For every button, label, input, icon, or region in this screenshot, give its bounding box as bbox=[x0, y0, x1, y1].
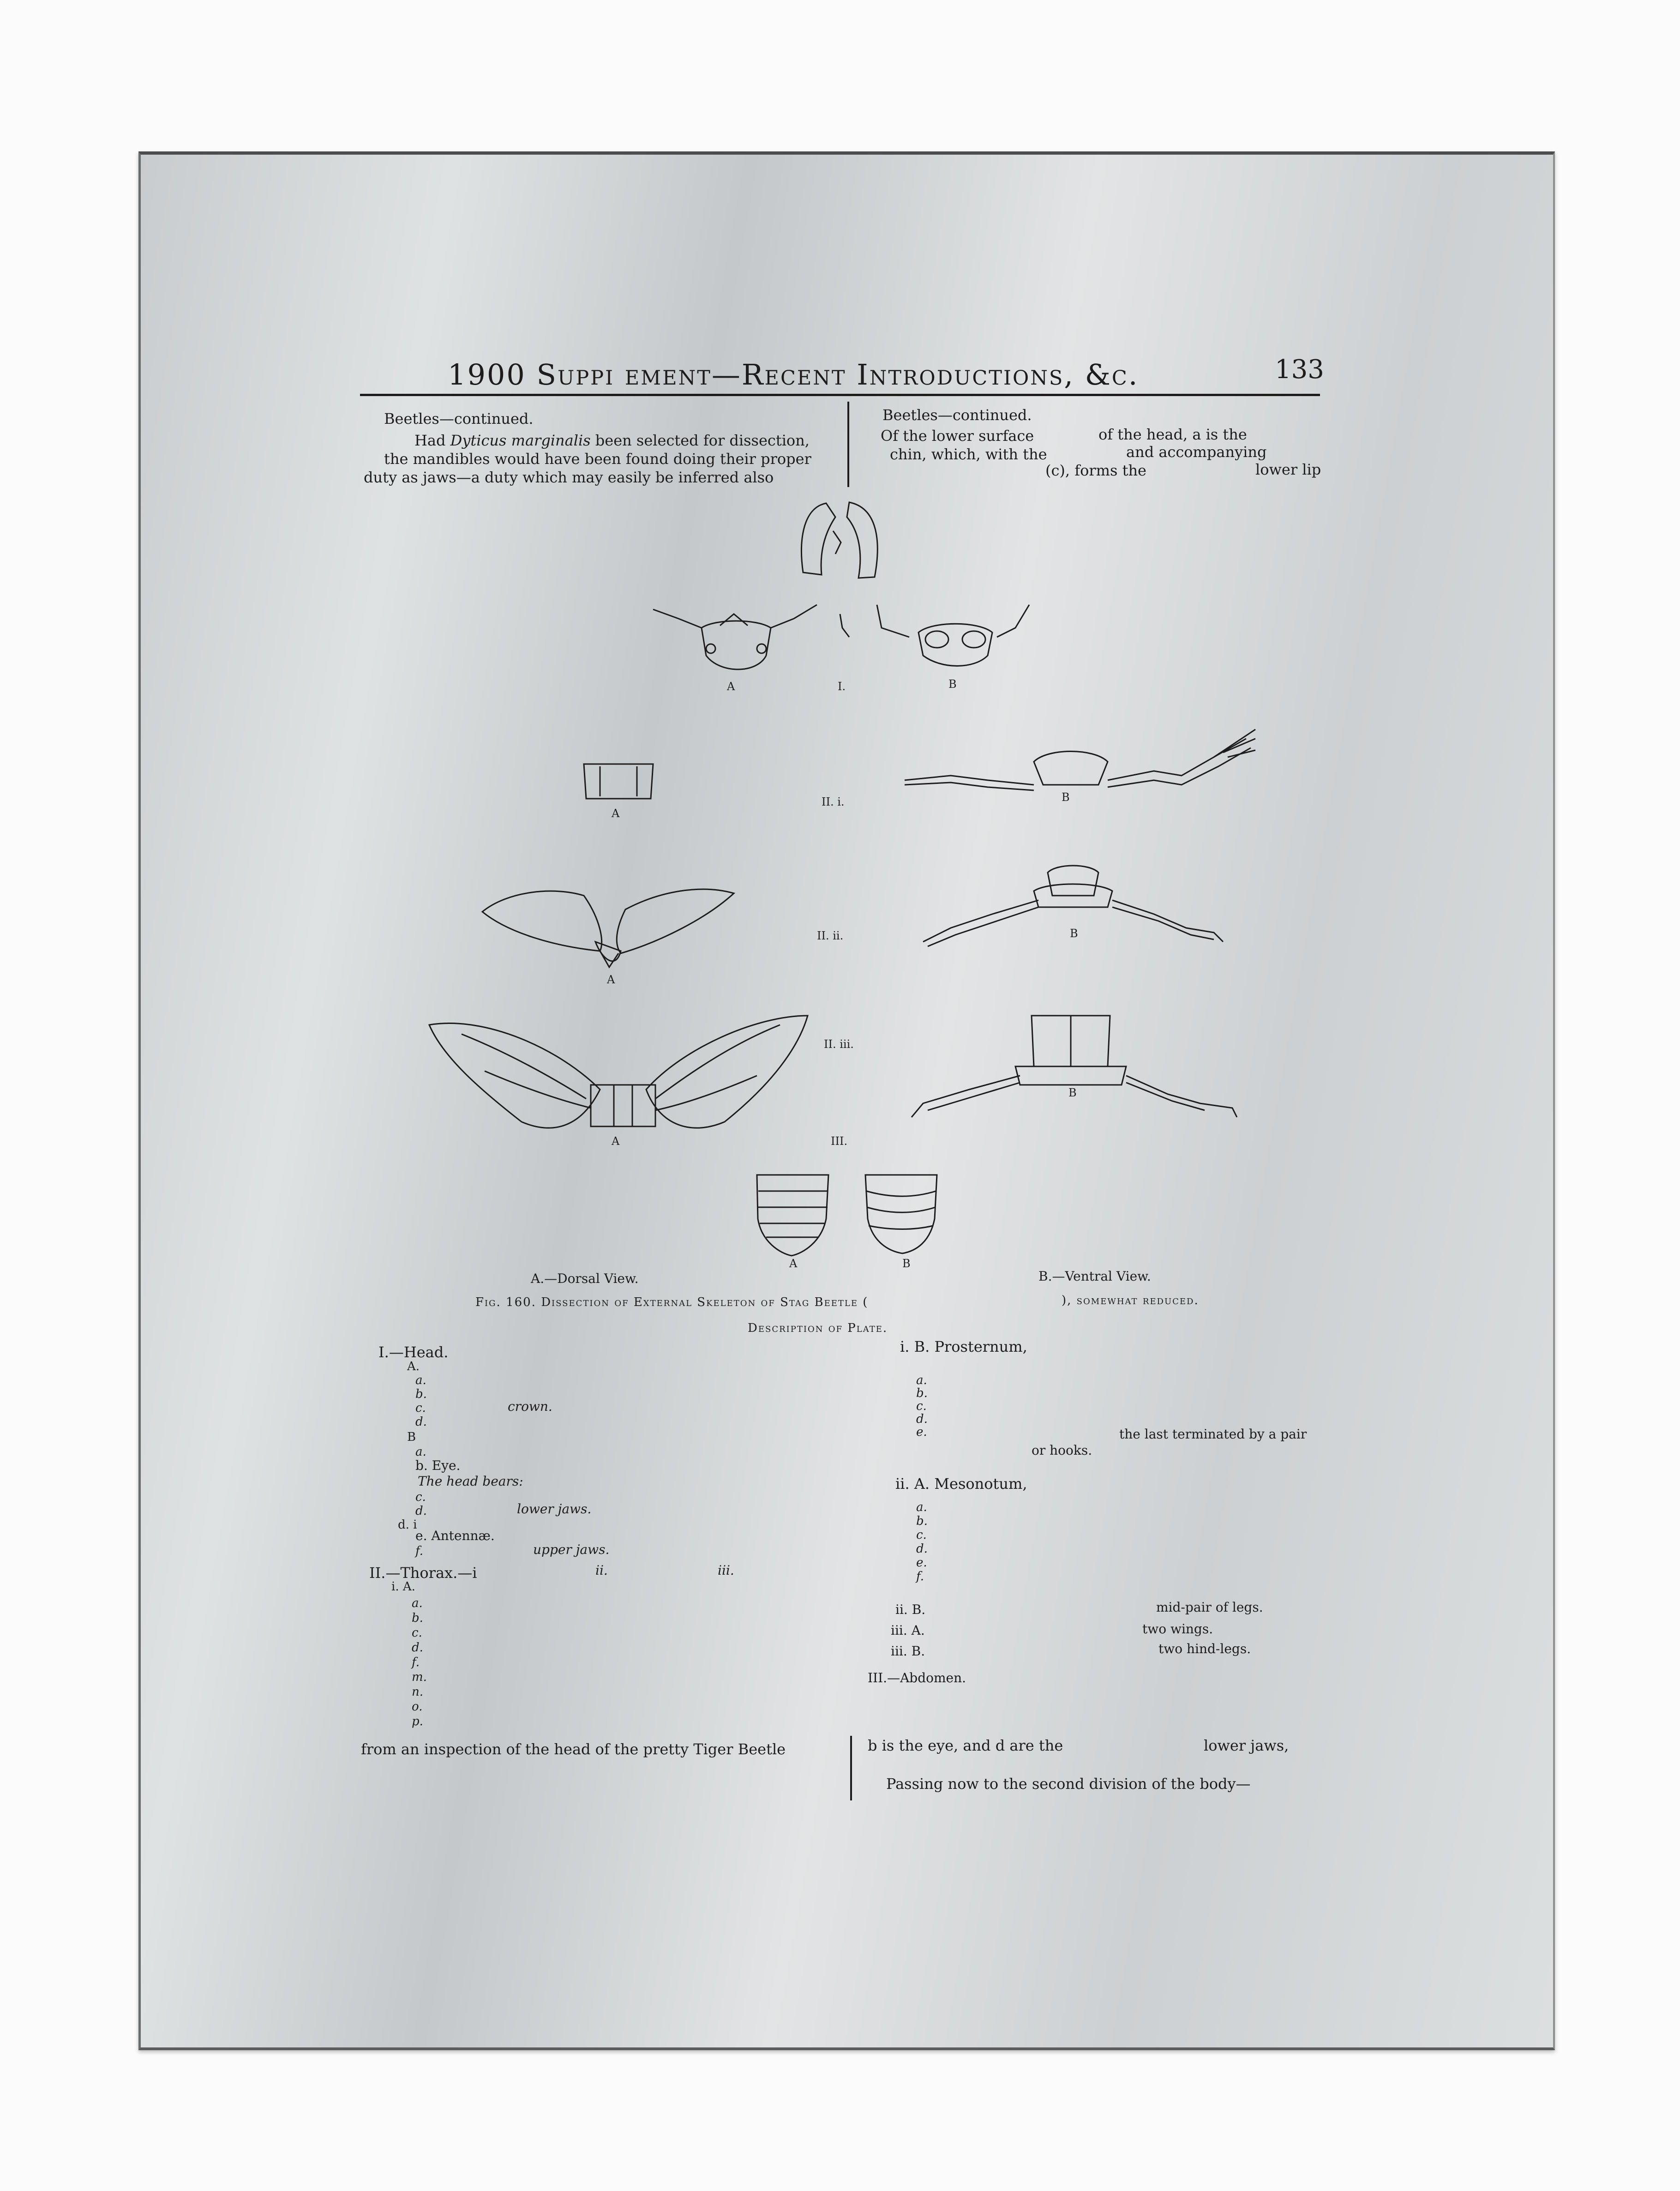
label-row1: I. bbox=[838, 680, 846, 693]
page-title: 1900 Suppi ement—Recent Introductions, &c. bbox=[448, 358, 1139, 391]
legend-left-0: I.—Head. bbox=[378, 1343, 449, 1361]
abdomen-dorsal-drawing bbox=[757, 1175, 828, 1256]
caption-ventral: B.—Ventral View. bbox=[1038, 1269, 1151, 1284]
legend-right-10: b. bbox=[916, 1514, 928, 1528]
legend-left-22: a. bbox=[412, 1596, 423, 1610]
label-row1-b: B bbox=[948, 678, 957, 691]
footer-left-line: from an inspection of the head of the pretty Tiger Beetle bbox=[361, 1740, 786, 1758]
legend-left-26: f. bbox=[412, 1655, 420, 1669]
hind-wings-drawing bbox=[429, 1016, 808, 1128]
head-dorsal-drawing bbox=[653, 605, 817, 669]
label-row2: II. i. bbox=[822, 795, 845, 808]
legend-left-21: i. A. bbox=[391, 1580, 415, 1594]
legend-left-24: c. bbox=[412, 1626, 422, 1640]
right-text-3a: (c), forms the bbox=[1045, 462, 1146, 479]
legend-right-8: ii. A. Mesonotum, bbox=[895, 1475, 1027, 1493]
legend-right-20: two hind-legs. bbox=[1158, 1641, 1251, 1656]
right-text-2a: chin, which, with the bbox=[890, 445, 1047, 463]
legend-left-27: m. bbox=[412, 1670, 427, 1684]
elytra-drawing bbox=[482, 889, 734, 967]
legend-left-30: p. bbox=[412, 1715, 423, 1728]
legend-left-6: d. bbox=[415, 1415, 427, 1429]
legend-right-5: e. bbox=[916, 1425, 927, 1439]
footer-right-line-1b: lower jaws, bbox=[1204, 1737, 1289, 1754]
left-line1-post: been selected for dissection, bbox=[590, 432, 810, 449]
label-row5: III. bbox=[831, 1135, 848, 1148]
legend-left-29: o. bbox=[412, 1700, 423, 1714]
right-text-3b: lower lip bbox=[1255, 461, 1321, 478]
label-row2-a: A bbox=[612, 807, 620, 820]
legend-right-1: a. bbox=[916, 1373, 927, 1387]
footer-right-line-2: Passing now to the second division of the body— bbox=[886, 1775, 1251, 1793]
legend-left-28: n. bbox=[412, 1685, 424, 1699]
legend-left-18: II.—Thorax.—i bbox=[369, 1564, 477, 1582]
species-name: Dyticus marginalis bbox=[450, 432, 591, 449]
legend-right-12: d. bbox=[916, 1542, 928, 1556]
legend-right-7: or hooks. bbox=[1032, 1443, 1092, 1458]
legend-right-2: b. bbox=[916, 1386, 928, 1400]
label-row3-b: B bbox=[1070, 927, 1078, 940]
legend-right-11: c. bbox=[916, 1528, 927, 1542]
metathorax-legs-drawing bbox=[912, 1016, 1237, 1117]
legend-left-13: lower jaws. bbox=[517, 1501, 592, 1517]
legend-left-7: B bbox=[407, 1430, 416, 1444]
footer-right-line-1a: b is the eye, and d are the bbox=[868, 1737, 1063, 1754]
legend-left-11: c. bbox=[415, 1490, 426, 1504]
legend-right-18: two wings. bbox=[1142, 1621, 1213, 1637]
legend-left-10: The head bears: bbox=[418, 1474, 523, 1489]
legend-left-4: c. bbox=[415, 1401, 426, 1415]
label-row2-b: B bbox=[1062, 791, 1070, 804]
left-text-line-2: the mandibles would have been found doing their proper bbox=[384, 450, 811, 468]
label-row3: II. ii. bbox=[817, 929, 844, 942]
legend-right-3: c. bbox=[916, 1399, 927, 1413]
label-row5-a: A bbox=[789, 1257, 798, 1270]
legend-left-12: d. bbox=[415, 1504, 427, 1518]
label-row4-a: A bbox=[612, 1135, 620, 1148]
right-text-1b: of the head, a is the bbox=[1098, 426, 1247, 443]
figure-caption-right: ), somewhat reduced. bbox=[1062, 1294, 1199, 1307]
label-row4-b: B bbox=[1068, 1086, 1077, 1099]
prosternum-legs-drawing bbox=[905, 729, 1255, 790]
antenna-fragment bbox=[840, 614, 849, 637]
legend-left-5: crown. bbox=[508, 1399, 552, 1414]
legend-left-1: A. bbox=[407, 1360, 420, 1373]
legend-left-17: upper jaws. bbox=[533, 1542, 610, 1557]
legend-right-14: f. bbox=[916, 1570, 924, 1583]
legend-right-17: iii. A. bbox=[891, 1623, 925, 1638]
mandibles-drawing bbox=[802, 502, 878, 578]
label-row5-b: B bbox=[902, 1257, 911, 1270]
head-ventral-drawing bbox=[877, 605, 1029, 666]
legend-left-25: d. bbox=[412, 1641, 423, 1655]
legend-right-4: d. bbox=[916, 1412, 928, 1426]
description-title: Description of Plate. bbox=[748, 1321, 888, 1335]
right-text-2b: and accompanying bbox=[1126, 443, 1267, 461]
legend-left-9: b. Eye. bbox=[415, 1458, 461, 1473]
legend-left-16: f. bbox=[415, 1544, 423, 1558]
prothorax-dorsal-drawing bbox=[584, 764, 653, 799]
abdomen-ventral-drawing bbox=[865, 1175, 937, 1253]
right-text-1a: Of the lower surface bbox=[881, 427, 1034, 445]
legend-right-9: a. bbox=[916, 1500, 927, 1514]
legend-left-19: ii. bbox=[595, 1563, 608, 1578]
left-line1-pre: Had bbox=[414, 432, 450, 449]
footer-column-divider bbox=[850, 1736, 852, 1800]
legend-left-20: iii. bbox=[718, 1563, 734, 1578]
legend-left-2: a. bbox=[415, 1373, 426, 1387]
legend-left-14: d. i bbox=[398, 1518, 417, 1532]
legend-right-19: iii. B. bbox=[891, 1643, 925, 1659]
label-row1-a: A bbox=[727, 680, 735, 693]
legend-left-8: a. bbox=[415, 1445, 426, 1459]
figure-caption-left: Fig. 160. Dissection of External Skeleton of Stag Beetle ( bbox=[475, 1295, 869, 1309]
legend-right-15: ii. B. bbox=[895, 1602, 926, 1617]
label-row3-a: A bbox=[607, 973, 615, 986]
caption-dorsal: A.—Dorsal View. bbox=[531, 1271, 639, 1286]
right-column-heading: Beetles—continued. bbox=[882, 406, 1032, 424]
legend-right-21: III.—Abdomen. bbox=[868, 1670, 966, 1685]
label-row4: II. iii. bbox=[824, 1038, 854, 1051]
legend-right-0: i. B. Prosternum, bbox=[900, 1338, 1027, 1355]
left-text-line-3: duty as jaws—a duty which may easily be inferred also bbox=[364, 469, 774, 486]
legend-left-15: e. Antennæ. bbox=[415, 1528, 495, 1543]
legend-right-16: mid-pair of legs. bbox=[1156, 1600, 1263, 1615]
legend-right-6: the last terminated by a pair bbox=[1119, 1427, 1307, 1442]
legend-left-23: b. bbox=[412, 1611, 423, 1625]
left-column-heading: Beetles—continued. bbox=[384, 410, 534, 427]
legend-right-13: e. bbox=[916, 1556, 927, 1570]
page-number: 133 bbox=[1275, 355, 1324, 385]
legend-left-3: b. bbox=[415, 1387, 427, 1401]
